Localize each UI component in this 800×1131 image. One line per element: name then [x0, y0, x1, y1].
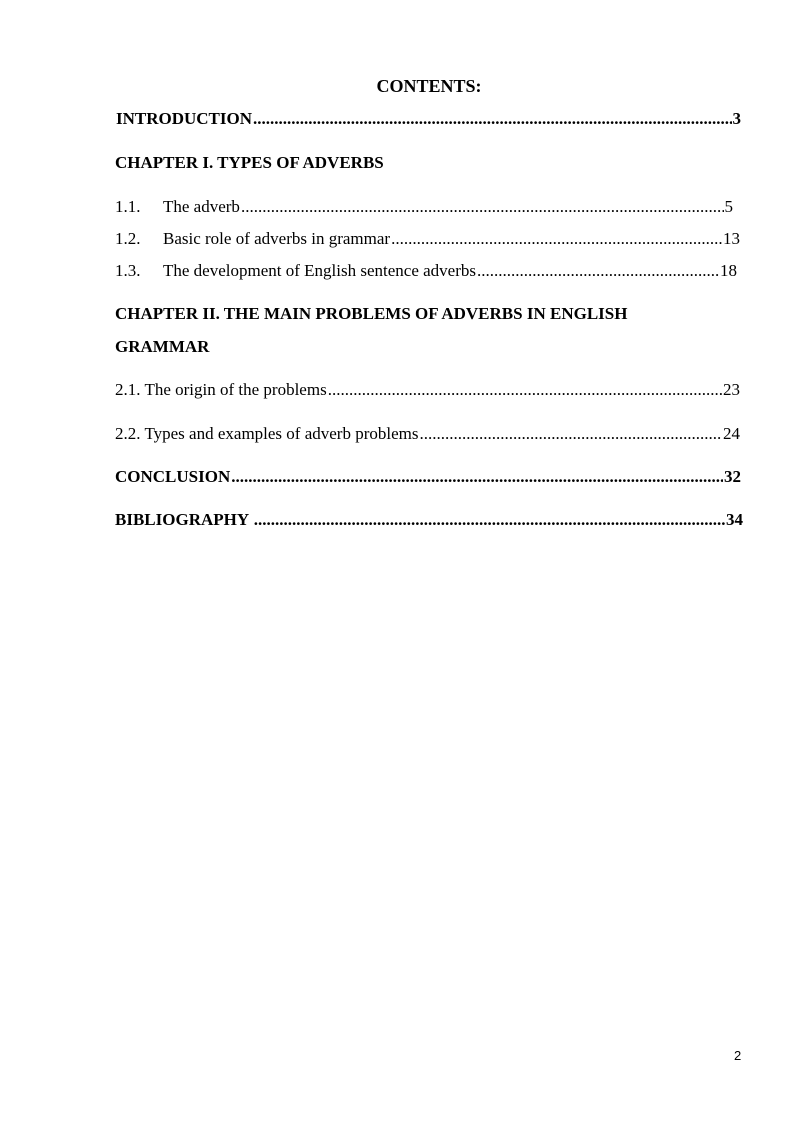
toc-entry-page: 18: [720, 261, 737, 280]
toc-entry-1-2: [115, 229, 740, 249]
toc-leader-dots: [241, 197, 724, 217]
toc-entry-conclusion: [115, 467, 741, 487]
toc-entry-2-2: [115, 424, 740, 444]
chapter-2-heading-line1: CHAPTER II. THE MAIN PROBLEMS OF ADVERBS IN ENGLISH: [115, 304, 628, 323]
toc-entry-page: 24: [723, 424, 740, 443]
toc-entry-2-1: [115, 380, 740, 400]
toc-entry-label: BIBLIOGRAPHY: [115, 510, 253, 529]
toc-leader-dots: [253, 109, 731, 129]
page-number: 2: [734, 1048, 742, 1063]
toc-entry-page: 32: [724, 467, 741, 486]
toc-entry-number: 1.2.: [115, 229, 141, 248]
toc-entry-label: CONCLUSION: [115, 467, 231, 486]
toc-leader-dots: [419, 424, 722, 444]
toc-entry-label: [115, 197, 240, 217]
chapter-2-heading-line2: GRAMMAR: [115, 337, 210, 356]
toc-entry-page: 34: [726, 510, 743, 529]
toc-entry-introduction: [116, 109, 741, 129]
toc-leader-dots: [391, 229, 722, 249]
toc-entry-1-3: [115, 261, 737, 281]
toc-entry-page: 5: [724, 197, 733, 216]
toc-leader-dots: [254, 510, 725, 530]
contents-title: CONTENTS:: [376, 76, 482, 96]
toc-entry-label: 2.1. The origin of the problems: [115, 380, 327, 399]
toc-leader-dots: [231, 467, 723, 487]
toc-entry-bibliography: [115, 510, 743, 530]
toc-leader-dots: [328, 380, 722, 400]
toc-entry-text: The development of English sentence adverbs: [163, 261, 476, 280]
toc-entry-label: [115, 261, 476, 281]
toc-entry-number: 1.3.: [115, 261, 141, 280]
toc-entry-text: Basic role of adverbs in grammar: [163, 229, 391, 248]
toc-leader-dots: [477, 261, 719, 281]
toc-entry-1-1: [115, 197, 733, 217]
toc-entry-number: 1.1.: [115, 197, 141, 216]
toc-entry-label: INTRODUCTION: [116, 109, 253, 128]
toc-entry-page: 23: [723, 380, 740, 399]
toc-entry-page: 13: [723, 229, 740, 248]
toc-entry-text: The adverb: [163, 197, 240, 216]
toc-entry-label: [115, 229, 390, 249]
toc-entry-page: 3: [732, 109, 741, 128]
chapter-1-heading: CHAPTER I. TYPES OF ADVERBS: [115, 153, 384, 172]
toc-entry-label: 2.2. Types and examples of adverb problems: [115, 424, 419, 443]
